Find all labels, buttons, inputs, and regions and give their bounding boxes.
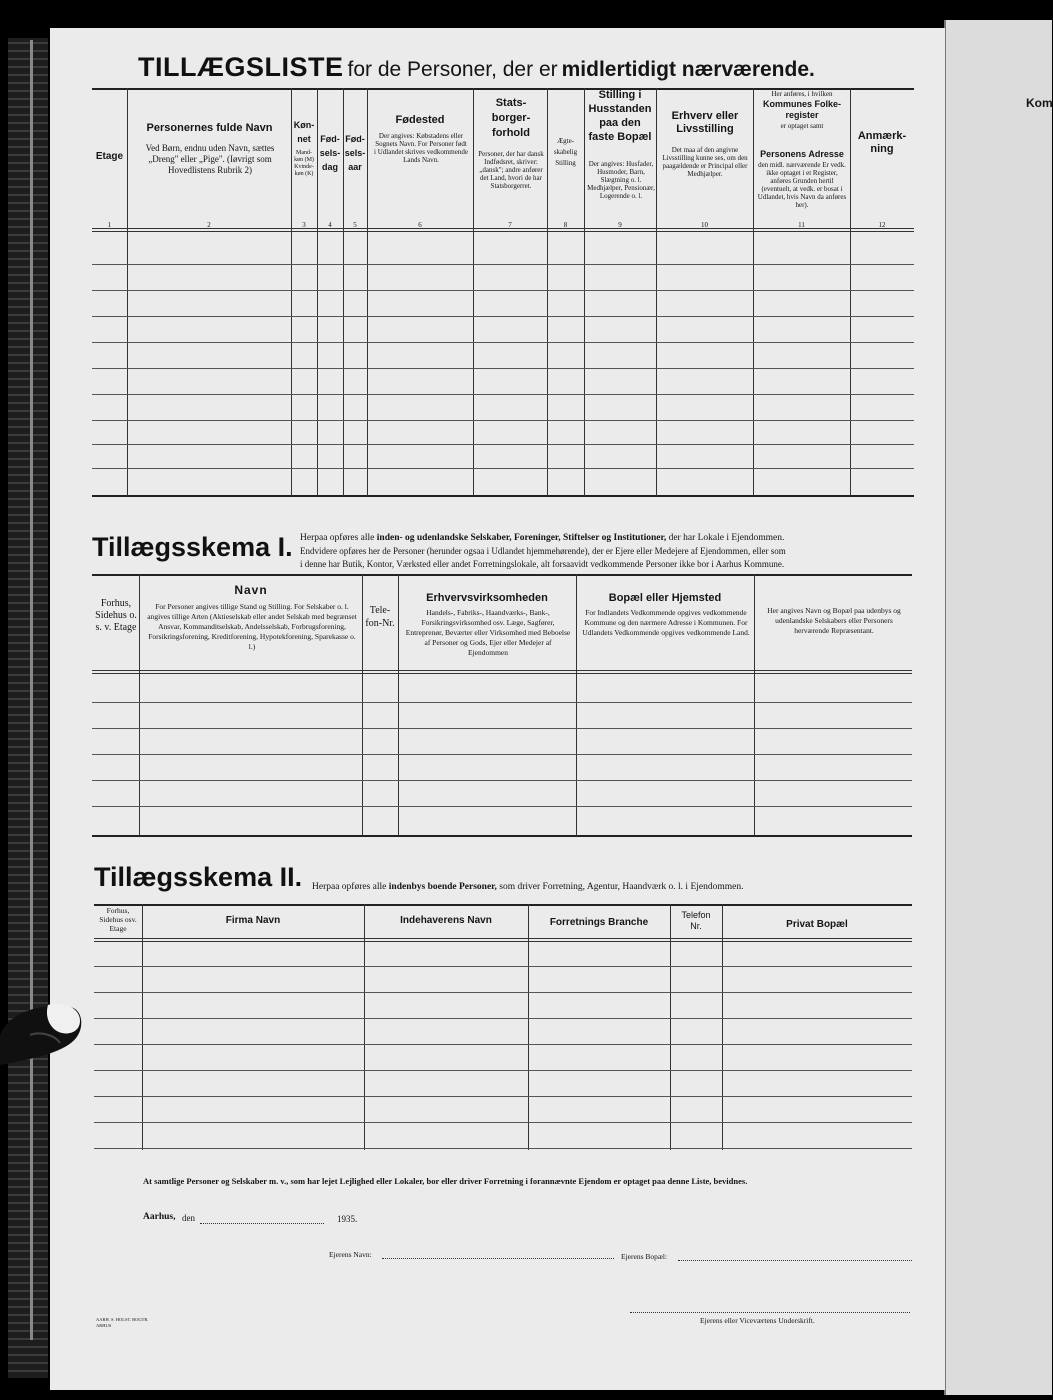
col-number: 8 bbox=[563, 221, 568, 229]
skema2-desc-b: indenbys boende Personer, bbox=[388, 882, 497, 892]
col-gender-note: Mand-køn (M) Kvinde-køn (K) bbox=[294, 150, 314, 177]
date-field-line[interactable] bbox=[200, 1223, 324, 1224]
skema1-desc-line3: i denne har Butik, Kontor, Værksted eller andet Forretningslokale, alt forsaavidt vedkommende Personer ikke bor i Aarhus Kommune. bbox=[300, 559, 785, 569]
book-spine-line bbox=[30, 40, 33, 1340]
signature-label: Ejerens eller Viceværtens Underskrift. bbox=[700, 1316, 815, 1325]
col-number: 6 bbox=[418, 221, 422, 229]
col-birthplace-note: Der angives: Købstadens eller Sognets Navn. For Personer født i Udlandet skrives vedkommende Lands Navn. bbox=[374, 132, 468, 164]
skema1-col-residence-note: For Indlandets Vedkommende opgives vedkommende Kommune og den nærmere Adresse i Kommunen. For Udlandets Vedkommende opgives vedkommende Land. bbox=[582, 608, 750, 637]
col-etage-label: Etage bbox=[95, 151, 124, 162]
place-label: Aarhus, bbox=[143, 1212, 176, 1222]
col-name-note: Ved Børn, endnu uden Navn, sættes „Dreng" eller „Pige". (Iøvrigt som Hovedlistens Rubrik 2) bbox=[145, 143, 275, 175]
col-number: 1 bbox=[107, 221, 112, 229]
printer-imprint: AARH. S. HOLST. BOGTR. ARHUS bbox=[96, 1317, 149, 1328]
attestation-text: At samtlige Personer og Selskaber m. v., som har lejet Lejlighed eller Lokaler, bor eller driver Forretning i forannævnte Ejendom er optaget paa denne Liste, bevidnes. bbox=[143, 1176, 748, 1186]
skema2-table bbox=[94, 904, 912, 1150]
col-household-note: Der angives: Husfader, Husmoder, Barn, Slægtning o. l. Medhjælper, Pensionær, Logerende o. l. bbox=[587, 160, 655, 200]
col-birthyear-label: Fød-sels-aar bbox=[344, 134, 366, 172]
skema1-col-residence-title: Bopæl eller Hjemsted bbox=[608, 592, 722, 604]
year-label: 1935. bbox=[337, 1214, 358, 1224]
skema2-col-phone: Telefon Nr. bbox=[681, 910, 711, 931]
skema2-description bbox=[312, 882, 912, 892]
skema2-col-owner: Indehaverens Navn bbox=[400, 915, 492, 926]
tillaegsliste-title bbox=[138, 52, 918, 86]
owner-address-field-line[interactable] bbox=[678, 1260, 912, 1261]
binding-clip-icon bbox=[0, 995, 85, 1065]
tillaegsliste-title-strong: TILLÆGSLISTE bbox=[138, 52, 344, 82]
skema2-title: Tillægsskema II. bbox=[94, 862, 303, 892]
owner-name-field-line[interactable] bbox=[382, 1258, 614, 1259]
col-register-post: er optaget samt bbox=[780, 122, 824, 130]
tillaegsliste-table bbox=[92, 88, 914, 498]
col-number: 7 bbox=[508, 221, 512, 229]
col-citizenship-label: Stats-borger-forhold bbox=[491, 97, 531, 139]
col-household-label: Stilling i Husstanden paa den faste Bopæl bbox=[588, 89, 652, 143]
col-number: 5 bbox=[353, 221, 357, 229]
signature-field-line[interactable] bbox=[630, 1312, 910, 1313]
skema1-col-etage: Forhus, Sidehus o. s. v. Etage bbox=[95, 598, 137, 633]
col-register-address: Personens Adresse bbox=[760, 149, 844, 159]
skema1-col-name-note: For Personer angives tillige Stand og Stilling. For Selskaber o. l. angives tillige Arten (Aktieselskab eller andet Selskab med begrænset Ansvar, Kommanditselskab, Andelsselskab, Forbrugsforening, Forsikringsforening, Kreditforening, Hypotekforening, Sparekasse o. l.) bbox=[147, 602, 357, 651]
col-marital-label: Ægte-skabelig Stilling bbox=[553, 137, 578, 167]
right-page bbox=[944, 20, 1052, 1395]
col-birthplace-label: Fødested bbox=[395, 114, 445, 126]
col-name-label: Personernes fulde Navn bbox=[146, 122, 273, 134]
skema2-col-branch: Forretnings Branche bbox=[549, 917, 649, 928]
col-register-pre: Her anføres, i hvilken bbox=[771, 90, 833, 98]
skema1-col-business-note: Handels-, Fabriks-, Haandværks-, Bank-, Forsikringsvirksomhed osv. Læge, Sagfører, Entreprenør, Beværter eller Virksomhed med Beboelse af Personer og Gods, Ejer eller Medejer af Ejendommen bbox=[405, 608, 571, 657]
skema2-desc-c: som driver Forretning, Agentur, Haandværk o. l. i Ejendommen. bbox=[499, 882, 744, 892]
col-occupation-note: Det maa af den angivne Livsstilling kunne ses, om den paagældende er Principal eller Medhjælper. bbox=[662, 146, 748, 178]
skema2-col-firm: Firma Navn bbox=[225, 915, 281, 926]
col-register-note: den midl. nærværende Er vedk. ikke optaget i et Register, anføres Grunden hertil (eventuelt, at vedk. er bosat i Udlandet, hvis Navn da anføres her). bbox=[757, 161, 847, 209]
skema1-desc-line2: Endvidere opføres her de Personer (herunder ogsaa i Udlandet hjemmehørende), der er Ejere eller Medejere af Ejendommen, eller som bbox=[300, 546, 786, 556]
skema1-title: Tillægsskema I. bbox=[92, 532, 293, 562]
skema1-desc-c: der har Lokale i Ejendommen. bbox=[668, 533, 785, 543]
col-gender-label: Køn-net bbox=[293, 120, 315, 144]
col-occupation-label: Erhverv eller Livsstilling bbox=[671, 110, 739, 135]
skema1-table bbox=[92, 574, 912, 839]
tillaegsliste-title-rest-1: for de Personer, der er bbox=[347, 58, 558, 81]
skema2-col-etage: Forhus, Sidehus osv. Etage bbox=[99, 906, 137, 933]
col-citizenship-note: Personer, der har dansk Indfødsret, skriver: „dansk"; andre anfører det Land, hvori de har Statsborgerret. bbox=[478, 150, 544, 190]
skema1-desc-b: inden- og udenlandske Selskaber, Foreninger, Stiftelser og Institutioner, bbox=[376, 533, 667, 543]
col-number: 3 bbox=[302, 221, 306, 229]
den-label: den bbox=[182, 1213, 195, 1223]
col-birthday-label: Fød-sels-dag bbox=[319, 134, 341, 172]
col-number: 9 bbox=[618, 221, 622, 229]
col-remark-label: Anmærk-ning bbox=[857, 130, 907, 155]
skema1-col-name-title: Navn bbox=[234, 583, 268, 597]
skema1-col-business-title: Erhvervsvirksomheden bbox=[426, 592, 548, 604]
col-number: 11 bbox=[798, 221, 805, 229]
book-binding-edge bbox=[8, 38, 48, 1378]
col-number: 10 bbox=[701, 221, 708, 229]
skema1-description bbox=[300, 532, 915, 571]
skema2-desc-a: Herpaa opføres alle bbox=[312, 882, 387, 892]
skema1-desc-a: Herpaa opføres alle bbox=[300, 533, 375, 543]
tillaegsliste-title-rest-2: midlertidigt nærværende. bbox=[561, 58, 815, 81]
skema1-col-phone: Tele-fon-Nr. bbox=[365, 605, 395, 629]
col-number: 12 bbox=[878, 221, 886, 229]
skema2-col-private-address: Privat Bopæl bbox=[786, 919, 848, 930]
owner-address-label: Ejerens Bopæl: bbox=[621, 1252, 668, 1261]
right-page-text: Kom bbox=[1026, 96, 1053, 110]
skema1-col-representative-note: Her angives Navn og Bopæl paa udenbys og udenlandske Selskabers eller Personers herværende Repræsentant. bbox=[767, 606, 901, 635]
owner-name-label: Ejerens Navn: bbox=[329, 1250, 372, 1259]
col-register-label: Kommunes Folke-register bbox=[762, 99, 841, 120]
col-number: 4 bbox=[328, 221, 332, 229]
col-number: 2 bbox=[207, 221, 211, 229]
